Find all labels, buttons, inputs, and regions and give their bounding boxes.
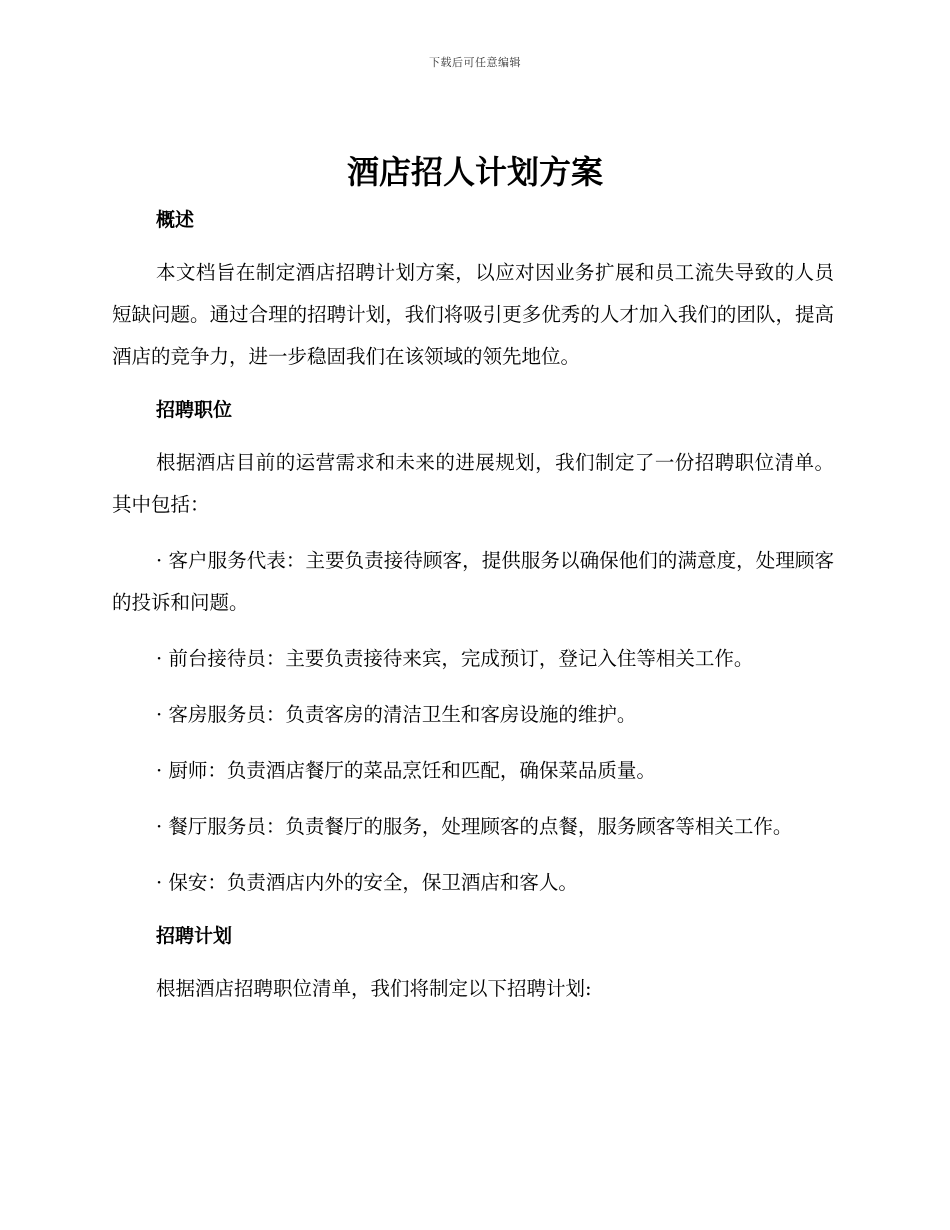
document-title: 酒店招人计划方案 (346, 153, 603, 191)
overview-paragraph: 本文档旨在制定酒店招聘计划方案，以应对因业务扩展和员工流失导致的人员短缺问题。通过合理的招聘计划，我们将吸引更多优秀的人才加入我们的团队，提高酒店的竞争力，进一步稳固我们在该领域的领先地位。 (112, 261, 834, 368)
position-item-security: · 保安：负责酒店内外的安全，保卫酒店和客人。 (156, 871, 578, 894)
position-item-customer-service: · 客户服务代表：主要负责接待顾客，提供服务以确保他们的满意度，处理顾客的投诉和问题。 (112, 549, 834, 614)
position-item-restaurant-server: · 餐厅服务员：负责餐厅的服务，处理顾客的点餐，服务顾客等相关工作。 (156, 815, 793, 838)
position-item-front-desk: · 前台接待员：主要负责接待来宾，完成预订，登记入住等相关工作。 (156, 647, 754, 670)
section-heading-positions: 招聘职位 (156, 399, 233, 421)
position-item-housekeeping: · 客房服务员：负责客房的清洁卫生和客房设施的维护。 (156, 703, 637, 726)
section-heading-plan: 招聘计划 (156, 925, 233, 947)
header-note: 下载后可任意编辑 (429, 56, 521, 69)
plan-intro-paragraph: 根据酒店招聘职位清单，我们将制定以下招聘计划: (156, 977, 592, 1000)
positions-intro-paragraph: 根据酒店目前的运营需求和未来的进展规划，我们制定了一份招聘职位清单。其中包括： (112, 451, 834, 516)
document-body (112, 200, 834, 1010)
position-item-chef: · 厨师：负责酒店餐厅的菜品烹饪和匹配，确保菜品质量。 (156, 759, 656, 782)
section-heading-overview: 概述 (156, 209, 195, 231)
